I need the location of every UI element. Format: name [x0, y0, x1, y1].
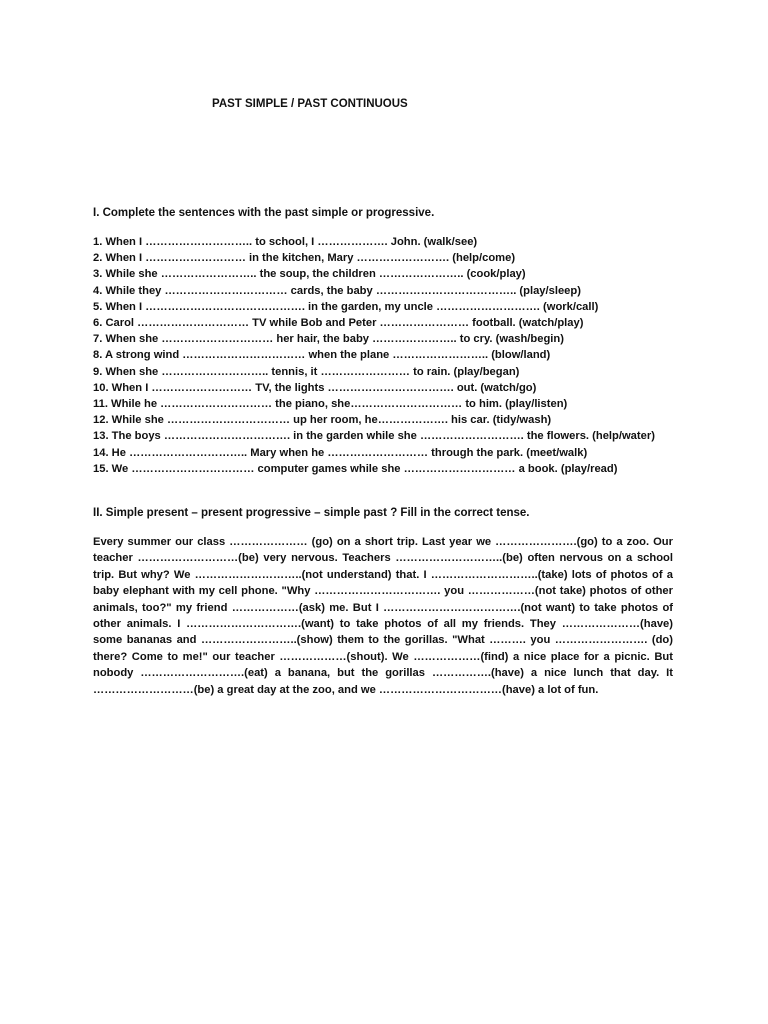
page-title: PAST SIMPLE / PAST CONTINUOUS [212, 98, 408, 110]
exercise-item: 1. When I ……………………….. to school, I ………………. John. (walk/see) [93, 236, 478, 248]
exercise-item: 14. He ………………………….. Mary when he ……………………… through the park. (meet/walk) [93, 446, 588, 459]
section2-heading: II. Simple present – present progressive – simple past ? Fill in the correct tense. [93, 507, 530, 519]
section1-exercise-list [93, 234, 655, 477]
exercise-item: 9. When she ……………………….. tennis, it …………………… to rain. (play/began) [93, 365, 520, 378]
exercise-item: 5. When I ……………………………………. in the garden, my uncle ………………………. (work/call) [93, 300, 599, 313]
exercise-item: 2. When I ……………………… in the kitchen, Mary ……………………. (help/come) [93, 252, 516, 265]
exercise-item: 12. While she …………………………… up her room, he………………. his car. (tidy/wash) [93, 414, 552, 427]
exercise-item: 7. When she ………………………… her hair, the baby ………………….. to cry. (wash/begin) [93, 333, 564, 346]
section1-heading: I. Complete the sentences with the past simple or progressive. [93, 207, 435, 219]
exercise-item: 13. The boys ……………………………. in the garden while she ………………………. the flowers. (help/water) [93, 430, 655, 443]
exercise-item: 11. While he ………………………… the piano, she………………………… to him. (play/listen) [93, 398, 568, 411]
exercise-item: 15. We …………………………… computer games while she ………………………… a book. (play/read) [93, 462, 618, 475]
exercise-item: 6. Carol ………………………… TV while Bob and Peter …………………… football. (watch/play) [93, 317, 584, 330]
section2-paragraph: Every summer our class ………………… (go) on a short trip. Last year we ………………….(go) to a zoo. Our teacher ………………………(be) very nervous. Teachers ………………………..(be) often nervous on a school trip. But why? We ………………………..(not understand) that. I ………………………..(take) lots of photos of a baby elephant with my cell phone. "Why ……………………………. you ………………(not take) photos of other animals, too?" my friend ………………(ask) me. But I ……………………………….(not want) to take photos of other animals. I ………………………….(want) to take photos of all my friends. They …………………(have) some bananas and ……………………..(show) them to the gorillas. "What ………. you ……………………. (do) there? Come to me!" our teacher ………………(shout). We ………………(find) a nice place for a picnic. But nobody ……………………….(eat) a banana, but the gorillas …………….(have) a nice lunch that day. It ………………………(be) a great day at the zoo, and we ……………………………(have) a lot of fun. [93, 536, 673, 696]
exercise-item: 10. When I ……………………… TV, the lights ……………………………. out. (watch/go) [93, 381, 537, 394]
exercise-item: 4. While they …………………………… cards, the baby ……………………………….. (play/sleep) [93, 284, 581, 297]
exercise-item: 3. While she …………………….. the soup, the children ………………….. (cook/play) [93, 268, 526, 281]
exercise-item: 8. A strong wind …………………………… when the plane …………………….. (blow/land) [93, 349, 551, 362]
